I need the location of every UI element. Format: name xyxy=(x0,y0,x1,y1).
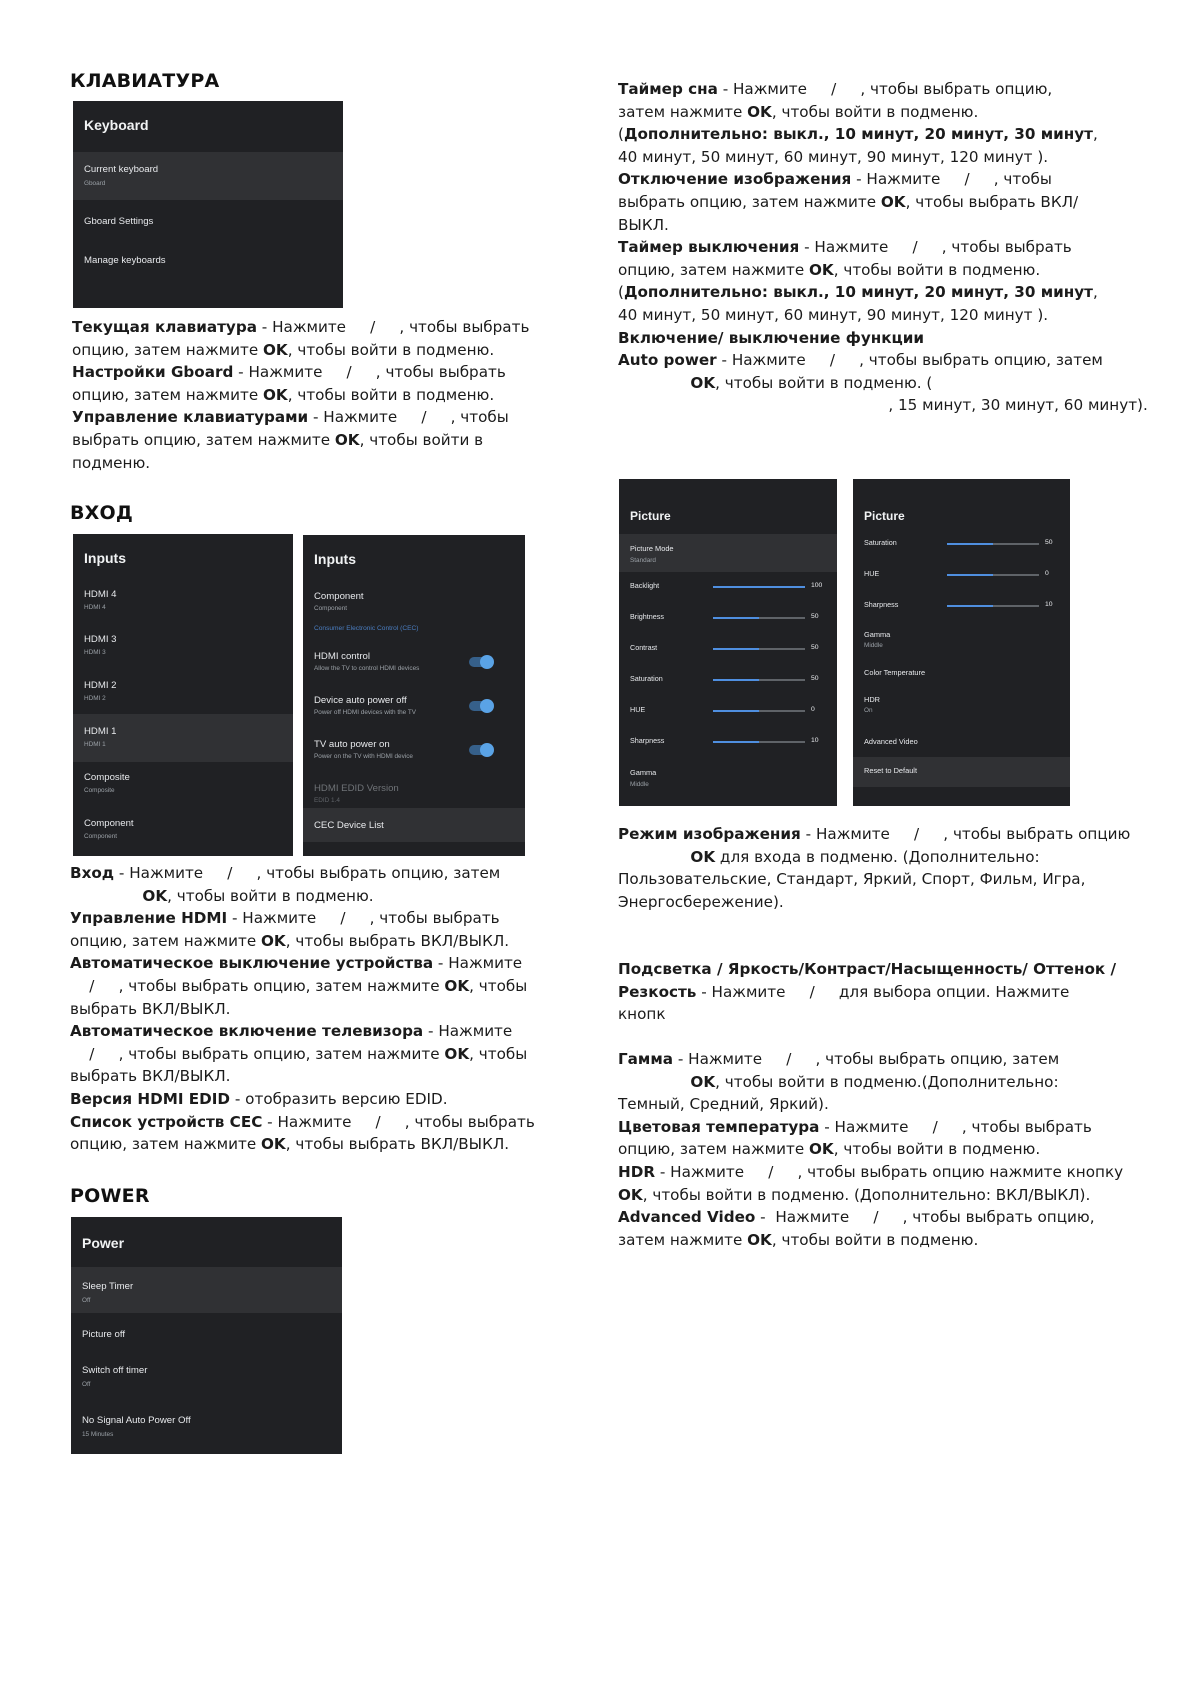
plain-text: , чтобы выбрать ВКЛ/ВЫКЛ. xyxy=(285,1135,510,1154)
bold-text: Подсветка / Яркость/Контраст/Насыщенность/ Оттенок / xyxy=(618,960,1117,978)
description-line xyxy=(70,1088,560,1111)
bold-text: Список устройств CEC xyxy=(70,1112,263,1131)
plain-text: затем нажмите xyxy=(618,102,748,121)
description-line xyxy=(70,885,560,908)
plain-text xyxy=(618,1073,690,1091)
plain-text: , чтобы выбрать ВКЛ/ xyxy=(905,192,1079,211)
bold-text: Версия HDMI EDID xyxy=(70,1089,231,1108)
tv-auto-power-on-toggle[interactable] xyxy=(469,745,493,755)
bold-text: OK xyxy=(747,1230,772,1249)
inputs-panel-cec-title: Inputs xyxy=(314,551,356,567)
bold-text: Гамма xyxy=(618,1050,674,1068)
inputs-description xyxy=(70,862,560,1156)
plain-text: выбрать ВКЛ/ВЫКЛ. xyxy=(70,1067,231,1086)
slider-row-contrast[interactable] xyxy=(619,640,837,658)
plain-text: , 15 минут, 30 минут, 60 минут). xyxy=(618,396,1148,415)
bold-text: Управление клавиатурами xyxy=(72,408,309,427)
plain-text: - Нажмите / , чтобы выбрать опцию нажмите кнопку xyxy=(655,1162,1124,1181)
slider-value: 0 xyxy=(1045,570,1049,577)
bold-text: Режим изображения xyxy=(618,825,801,843)
description-line xyxy=(618,1229,1158,1252)
slider-track[interactable] xyxy=(713,741,805,743)
description-line xyxy=(618,1206,1158,1229)
description-line xyxy=(618,304,1158,327)
slider-track[interactable] xyxy=(713,648,805,650)
slider-value: 100 xyxy=(811,582,823,589)
slider-fill xyxy=(947,605,993,607)
slider-row-backlight[interactable] xyxy=(619,578,837,596)
description-line xyxy=(618,146,1158,169)
slider-row-sharpness[interactable] xyxy=(853,597,1070,615)
menu-item-current-keyboard[interactable]: Current keyboard Gboard xyxy=(73,152,343,200)
description-line xyxy=(618,958,1158,981)
bold-text: Auto power xyxy=(618,351,717,370)
slider-row-saturation[interactable] xyxy=(853,535,1070,553)
bold-text: Вход xyxy=(70,864,115,882)
slider-label: Saturation xyxy=(630,674,663,683)
picture-item-gamma[interactable]: Gamma Middle xyxy=(630,768,657,788)
plain-text: опцию, затем нажмите xyxy=(70,1135,261,1154)
plain-text: - Нажмите / , чтобы выбрать опцию, затем xyxy=(716,351,1103,370)
plain-text: - Нажмите / , чтобы выбрать опцию, затем xyxy=(114,864,501,882)
power-panel-title: Power xyxy=(82,1235,125,1251)
bold-text: OK xyxy=(809,260,834,279)
description-line xyxy=(618,236,1158,259)
description-line xyxy=(72,452,552,475)
description-line xyxy=(618,259,1158,282)
description-line xyxy=(72,361,552,384)
description-line xyxy=(618,123,1158,146)
description-line xyxy=(618,823,1158,846)
description-line xyxy=(618,1003,1158,1026)
bold-text: Advanced Video xyxy=(618,1208,756,1227)
picture-item-gamma-b[interactable]: Gamma Middle xyxy=(864,630,891,649)
power-panel xyxy=(71,1217,342,1454)
cec-item-tv-auto-power-on[interactable]: TV auto power on Power on the TV with HDMI device xyxy=(303,735,525,771)
plain-text: - отобразить версию EDID. xyxy=(230,1089,448,1108)
description-line xyxy=(618,846,1158,869)
slider-track[interactable] xyxy=(947,543,1039,545)
plain-text: 40 минут, 50 минут, 60 минут, 90 минут, 120 минут ). xyxy=(618,147,1049,166)
description-line xyxy=(618,214,1158,237)
bold-text: OK xyxy=(809,1140,834,1159)
slider-fill xyxy=(713,617,759,619)
bold-text: OK xyxy=(444,976,470,995)
plain-text: , чтобы войти в подменю. xyxy=(167,886,374,905)
description-line xyxy=(72,384,552,407)
cec-item-hdmi-edid: HDMI EDID Version EDID 1.4 xyxy=(314,783,399,804)
description-line xyxy=(618,981,1158,1004)
description-line xyxy=(618,1048,1158,1071)
cec-item-hdmi-control[interactable]: HDMI control Allow the TV to control HDMI devices xyxy=(303,647,525,683)
slider-row-hue[interactable] xyxy=(853,566,1070,584)
description-line xyxy=(618,168,1158,191)
plain-text: - Нажмите / для выбора опции. Нажмите xyxy=(696,982,1070,1001)
plain-text: - Нажмите / , чтобы выбрать xyxy=(256,318,530,336)
plain-text: , xyxy=(1092,125,1098,144)
bold-text: Настройки Gboard xyxy=(72,363,234,382)
slider-fill xyxy=(713,710,759,712)
description-line xyxy=(70,1065,560,1088)
plain-text: - Нажмите / , чтобы выбрать xyxy=(819,1117,1092,1136)
picture-panel-main-title: Picture xyxy=(630,509,671,523)
description-line xyxy=(618,1071,1158,1094)
slider-label: Sharpness xyxy=(864,600,899,609)
inputs-heading: ВХОД xyxy=(70,502,134,524)
plain-text: подменю. xyxy=(72,453,151,472)
description-line xyxy=(618,1093,1158,1116)
description-line xyxy=(618,78,1158,101)
plain-text: / , чтобы выбрать опцию, затем нажмите xyxy=(70,976,445,995)
keyboard-heading: КЛАВИАТУРА xyxy=(70,70,220,92)
picture-adjust-description xyxy=(618,958,1158,1026)
plain-text: , чтобы войти в подменю. xyxy=(833,260,1041,279)
slider-fill xyxy=(713,648,759,650)
cec-item-device-list[interactable]: CEC Device List xyxy=(303,808,525,842)
description-line xyxy=(70,1133,560,1156)
bold-text: OK xyxy=(263,340,288,359)
cec-section-header: Consumer Electronic Control (CEC) xyxy=(314,625,419,632)
plain-text: , xyxy=(1092,283,1098,302)
slider-value: 10 xyxy=(1045,601,1053,608)
input-item-hdmi4[interactable]: HDMI 4 HDMI 4 xyxy=(84,589,117,611)
description-line xyxy=(618,191,1158,214)
description-line xyxy=(618,327,1158,350)
plain-text: , чтобы войти в подменю. xyxy=(287,385,495,404)
bold-text: Таймер выключения xyxy=(618,238,800,257)
slider-row-sharpness[interactable] xyxy=(619,733,837,751)
bold-text: Дополнительно: выкл., 10 минут, 20 минут, 30 минут xyxy=(623,125,1093,144)
plain-text: - Нажмите / , чтобы выбрать xyxy=(799,238,1072,257)
menu-item-manage-keyboards[interactable]: Manage keyboards xyxy=(84,255,166,266)
slider-value: 50 xyxy=(811,675,819,682)
description-line xyxy=(618,281,1158,304)
slider-track[interactable] xyxy=(713,586,805,588)
plain-text: , чтобы xyxy=(469,1044,528,1063)
description-line xyxy=(618,1184,1158,1207)
plain-text xyxy=(618,374,690,392)
slider-value: 50 xyxy=(811,613,819,620)
bold-text: OK xyxy=(618,1185,643,1204)
description-line xyxy=(618,868,1158,891)
description-line xyxy=(70,907,560,930)
input-item-hdmi3[interactable]: HDMI 3 HDMI 3 xyxy=(84,634,117,656)
description-line xyxy=(70,862,560,885)
plain-text: , чтобы войти в xyxy=(359,430,484,449)
plain-text: , чтобы войти в подменю. xyxy=(287,340,495,359)
plain-text: - Нажмите / , чтобы выбрать xyxy=(233,363,506,382)
inputs-panel-list-title: Inputs xyxy=(84,550,126,566)
plain-text: , чтобы xyxy=(469,976,528,995)
bold-text: OK xyxy=(880,192,906,211)
description-line xyxy=(70,930,560,953)
plain-text: затем нажмите xyxy=(618,1230,748,1249)
plain-text: кнопк xyxy=(618,1005,666,1024)
plain-text: опцию, затем нажмите xyxy=(618,1140,809,1159)
plain-text: опцию, затем нажмите xyxy=(72,340,263,359)
plain-text: выбрать ВКЛ/ВЫКЛ. xyxy=(70,999,231,1018)
bold-text: Таймер сна xyxy=(618,80,718,98)
bold-text: Управление HDMI xyxy=(70,909,228,928)
inputs-panel-cec xyxy=(303,535,525,856)
bold-text: Включение/ выключение функции xyxy=(618,328,925,347)
keyboard-panel xyxy=(73,101,343,308)
cec-item-device-auto-power-off[interactable]: Device auto power off Power off HDMI devices with the TV xyxy=(303,691,525,727)
bold-text: Отключение изображения xyxy=(618,170,852,189)
slider-label: HUE xyxy=(630,705,646,714)
power-heading: POWER xyxy=(70,1185,150,1207)
input-item-composite[interactable]: Composite Composite xyxy=(84,772,130,794)
plain-text: , чтобы войти в подменю. ( xyxy=(715,373,933,392)
plain-text xyxy=(618,848,690,866)
picture-panel-more xyxy=(853,479,1070,806)
slider-row-brightness[interactable] xyxy=(619,609,837,627)
plain-text: - Нажмите / , чтобы выбрать опцию, затем xyxy=(673,1050,1060,1068)
description-line xyxy=(70,1043,560,1066)
description-line xyxy=(72,339,552,362)
menu-item-picture-off[interactable]: Picture off xyxy=(82,1329,126,1340)
picture-item-reset-default[interactable]: Reset to Default xyxy=(853,757,1070,787)
plain-text: выбрать опцию, затем нажмите xyxy=(72,430,335,449)
description-line xyxy=(618,372,1158,395)
bold-text: OK xyxy=(690,847,716,866)
plain-text: - Нажмите / , чтобы выбрать опцию xyxy=(800,825,1131,843)
description-line xyxy=(618,1161,1158,1184)
slider-row-saturation[interactable] xyxy=(619,671,837,689)
keyboard-panel-title: Keyboard xyxy=(84,117,149,133)
plain-text: ( xyxy=(618,125,624,144)
power-description xyxy=(618,78,1158,417)
bold-text: Текущая клавиатура xyxy=(72,318,257,336)
input-item-component[interactable]: Component Component xyxy=(84,818,134,840)
slider-label: Backlight xyxy=(630,581,660,590)
bold-text: OK xyxy=(334,430,360,449)
description-line xyxy=(70,1020,560,1043)
picture-item-mode[interactable]: Picture Mode Standard xyxy=(619,534,837,572)
plain-text: опцию, затем нажмите xyxy=(618,260,809,279)
menu-item-sleep-timer[interactable]: Sleep Timer Off xyxy=(71,1267,342,1313)
cec-item-component[interactable]: Component Component xyxy=(314,591,364,612)
bold-text: HDR xyxy=(618,1162,656,1181)
plain-text xyxy=(70,887,142,905)
slider-label: Sharpness xyxy=(630,736,665,745)
description-line xyxy=(618,1138,1158,1161)
description-line xyxy=(72,406,552,429)
description-line xyxy=(618,101,1158,124)
plain-text: - Нажмите xyxy=(423,1022,513,1041)
plain-text: Темный, Средний, Яркий). xyxy=(618,1095,829,1114)
description-line xyxy=(618,394,1158,417)
bold-text: OK xyxy=(444,1044,470,1063)
slider-fill xyxy=(713,741,759,743)
description-line xyxy=(70,952,560,975)
bold-text: OK xyxy=(142,886,168,905)
plain-text: / , чтобы выбрать опцию, затем нажмите xyxy=(70,1044,445,1063)
picture-mode-description xyxy=(618,823,1158,913)
description-line xyxy=(618,891,1158,914)
inputs-panel-list xyxy=(73,534,293,856)
slider-track[interactable] xyxy=(713,617,805,619)
bold-text: OK xyxy=(690,1072,716,1091)
picture-panel-main xyxy=(619,479,837,806)
input-item-hdmi1[interactable]: HDMI 1 HDMI 1 xyxy=(73,714,293,762)
slider-value: 50 xyxy=(811,644,819,651)
plain-text: Энергосбережение). xyxy=(618,892,784,911)
plain-text: - Нажмите / , чтобы выбрать опцию, xyxy=(717,80,1053,98)
plain-text: выбрать опцию, затем нажмите xyxy=(618,192,881,211)
bold-text: Автоматическое выключение устройства xyxy=(70,954,434,973)
plain-text: опцию, затем нажмите xyxy=(72,385,263,404)
input-item-hdmi2[interactable]: HDMI 2 HDMI 2 xyxy=(84,680,117,702)
picture-advanced-description xyxy=(618,1048,1158,1251)
plain-text: - Нажмите / , чтобы xyxy=(851,170,1052,189)
bold-text: Резкость xyxy=(618,982,697,1001)
device-auto-power-off-toggle[interactable] xyxy=(469,701,493,711)
menu-item-switch-off-timer[interactable]: Switch off timer Off xyxy=(82,1365,148,1388)
description-line xyxy=(70,975,560,998)
keyboard-description xyxy=(72,316,552,474)
bold-text: OK xyxy=(263,385,288,404)
bold-text: Автоматическое включение телевизора xyxy=(70,1022,424,1041)
plain-text: для входа в подменю. (Дополнительно: xyxy=(715,847,1040,866)
slider-value: 0 xyxy=(811,706,815,713)
plain-text: , чтобы войти в подменю.(Дополнительно: xyxy=(715,1072,1059,1091)
description-line xyxy=(618,349,1158,372)
plain-text: ( xyxy=(618,283,624,302)
slider-value: 10 xyxy=(811,737,819,744)
description-line xyxy=(70,1111,560,1134)
picture-item-color-temperature[interactable]: Color Temperature xyxy=(864,668,926,677)
slider-value: 50 xyxy=(1045,539,1053,546)
description-line xyxy=(72,316,552,339)
bold-text: Дополнительно: выкл., 10 минут, 20 минут, 30 минут xyxy=(623,283,1093,302)
menu-item-gboard-settings[interactable]: Gboard Settings xyxy=(84,216,154,227)
slider-track[interactable] xyxy=(713,679,805,681)
slider-label: Brightness xyxy=(630,612,664,621)
plain-text: , чтобы войти в подменю. xyxy=(771,1230,979,1249)
slider-label: Contrast xyxy=(630,643,658,652)
slider-track[interactable] xyxy=(713,710,805,712)
plain-text: - Нажмите / , чтобы xyxy=(308,408,509,427)
plain-text: - Нажмите xyxy=(433,954,523,973)
slider-label: Saturation xyxy=(864,538,897,547)
plain-text: , чтобы выбрать ВКЛ/ВЫКЛ. xyxy=(285,931,510,950)
plain-text: опцию, затем нажмите xyxy=(70,931,261,950)
hdmi-control-toggle[interactable] xyxy=(469,657,493,667)
slider-track[interactable] xyxy=(947,574,1039,576)
bold-text: OK xyxy=(747,102,772,121)
bold-text: OK xyxy=(261,931,286,950)
plain-text: , чтобы войти в подменю. xyxy=(833,1140,1041,1159)
plain-text: ВЫКЛ. xyxy=(618,215,669,234)
picture-item-hdr[interactable]: HDR On xyxy=(864,695,881,714)
plain-text: , чтобы войти в подменю. xyxy=(771,102,979,121)
plain-text: - Нажмите / , чтобы выбрать xyxy=(262,1112,535,1131)
plain-text: 40 минут, 50 минут, 60 минут, 90 минут, 120 минут ). xyxy=(618,305,1049,324)
description-line xyxy=(618,1116,1158,1139)
bold-text: OK xyxy=(690,373,716,392)
description-line xyxy=(70,998,560,1021)
bold-text: Цветовая температура xyxy=(618,1117,820,1136)
description-line xyxy=(72,429,552,452)
slider-row-hue[interactable] xyxy=(619,702,837,720)
plain-text: Пользовательские, Стандарт, Яркий, Спорт, Фильм, Игра, xyxy=(618,870,1086,889)
slider-fill xyxy=(947,543,993,545)
slider-fill xyxy=(713,586,805,588)
picture-panel-more-title: Picture xyxy=(864,509,905,523)
picture-item-advanced-video[interactable]: Advanced Video xyxy=(864,737,918,746)
slider-fill xyxy=(713,679,759,681)
bold-text: OK xyxy=(261,1135,286,1154)
slider-fill xyxy=(947,574,993,576)
slider-label: HUE xyxy=(864,569,880,578)
plain-text: , чтобы войти в подменю. (Дополнительно: ВКЛ/ВЫКЛ). xyxy=(642,1185,1091,1204)
plain-text: - Нажмите / , чтобы выбрать xyxy=(227,909,500,928)
slider-track[interactable] xyxy=(947,605,1039,607)
plain-text: - Нажмите / , чтобы выбрать опцию, xyxy=(755,1208,1095,1227)
menu-item-no-signal-auto-power-off[interactable]: No Signal Auto Power Off 15 Minutes xyxy=(82,1415,191,1438)
